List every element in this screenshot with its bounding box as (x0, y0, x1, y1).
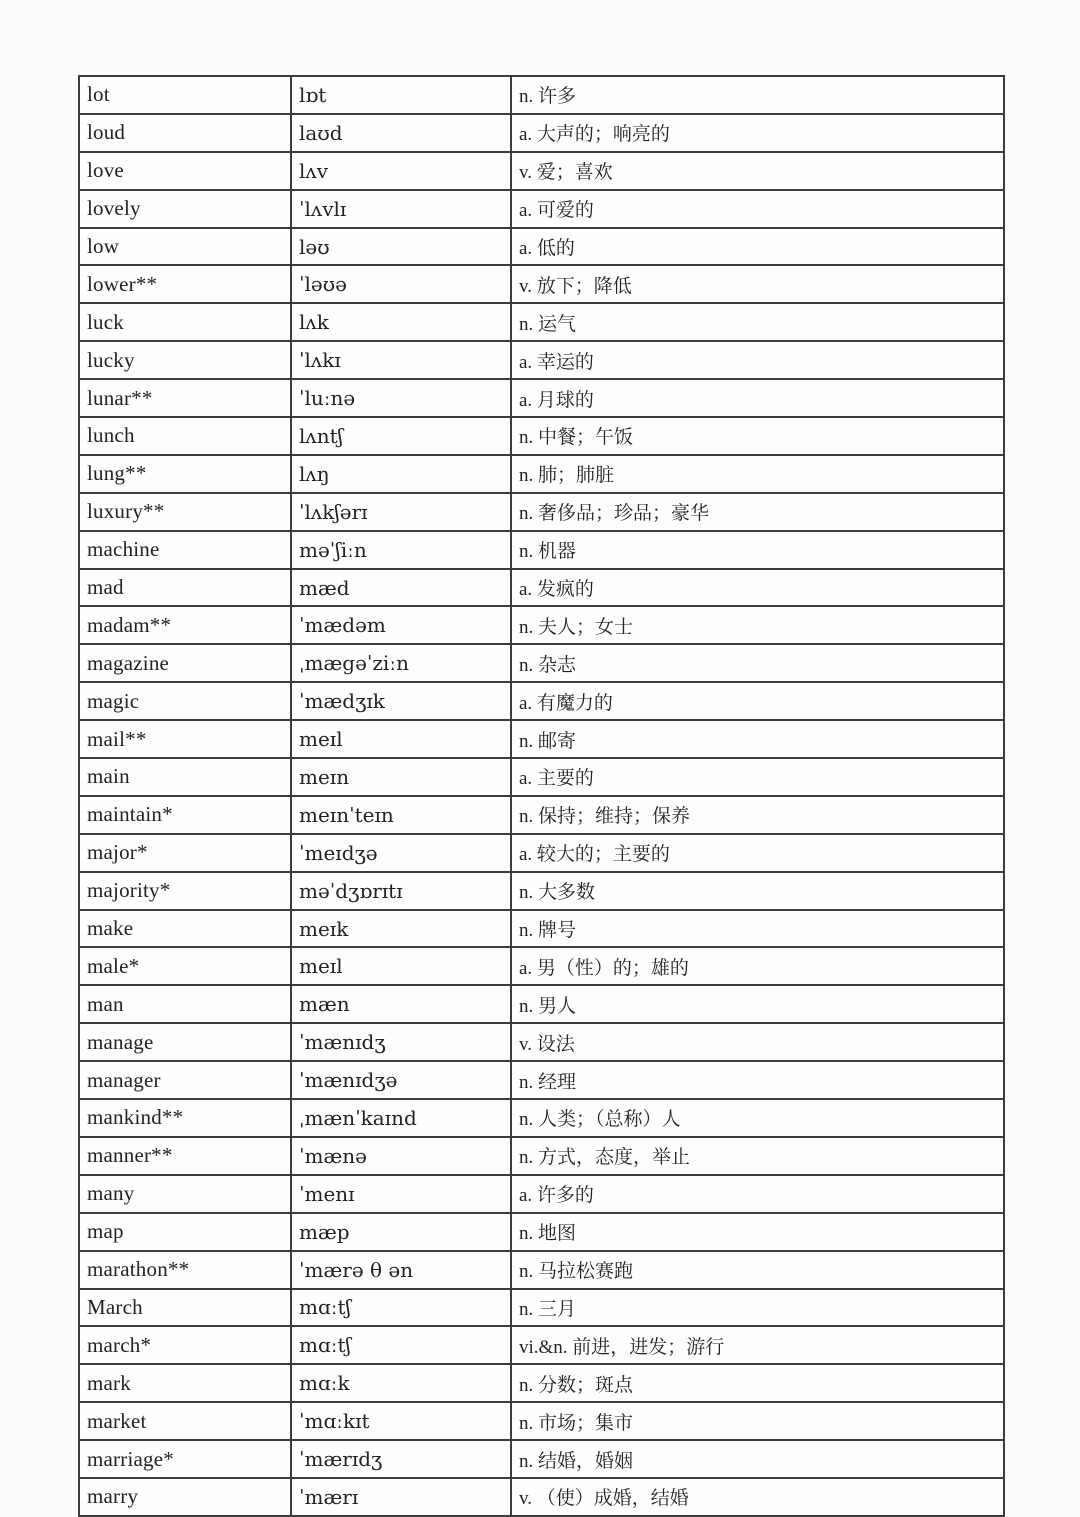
definition-cell: n. 许多 (511, 76, 1004, 114)
word-cell: make (79, 910, 291, 948)
table-row (79, 834, 1004, 872)
table-row (79, 303, 1004, 341)
word-cell: lovely (79, 190, 291, 228)
definition-cell: n. 方式，态度，举止 (511, 1137, 1004, 1175)
phonetic-cell: ˈmænɪdʒə (291, 1061, 511, 1099)
phonetic-cell: meɪn (291, 758, 511, 796)
phonetic-cell: ˈluːnə (291, 379, 511, 417)
definition-cell: n. 三月 (511, 1289, 1004, 1327)
definition-cell: n. 奢侈品；珍品；豪华 (511, 493, 1004, 531)
table-row (79, 379, 1004, 417)
table-row (79, 1099, 1004, 1137)
table-row (79, 341, 1004, 379)
table-row (79, 1023, 1004, 1061)
definition-cell: v. （使）成婚，结婚 (511, 1478, 1004, 1516)
table-row (79, 1175, 1004, 1213)
definition-cell: n. 地图 (511, 1213, 1004, 1251)
phonetic-cell: ˈmædəm (291, 606, 511, 644)
table-row (79, 531, 1004, 569)
vocabulary-table (78, 75, 1005, 1517)
definition-cell: a. 有魔力的 (511, 682, 1004, 720)
word-cell: marry (79, 1478, 291, 1516)
phonetic-cell: meɪl (291, 947, 511, 985)
table-row (79, 1137, 1004, 1175)
word-cell: mankind** (79, 1099, 291, 1137)
word-cell: luck (79, 303, 291, 341)
phonetic-cell: məˈʃiːn (291, 531, 511, 569)
table-row (79, 644, 1004, 682)
table-row (79, 265, 1004, 303)
phonetic-cell: ˈmænə (291, 1137, 511, 1175)
phonetic-cell: lʌv (291, 152, 511, 190)
table-row (79, 190, 1004, 228)
word-cell: madam** (79, 606, 291, 644)
table-row (79, 720, 1004, 758)
definition-cell: n. 经理 (511, 1061, 1004, 1099)
table-row (79, 1478, 1004, 1516)
definition-cell: a. 许多的 (511, 1175, 1004, 1213)
phonetic-cell: ˈmenɪ (291, 1175, 511, 1213)
phonetic-cell: ˈmædʒɪk (291, 682, 511, 720)
table-row (79, 682, 1004, 720)
word-cell: magic (79, 682, 291, 720)
definition-cell: v. 设法 (511, 1023, 1004, 1061)
word-cell: main (79, 758, 291, 796)
word-cell: lung** (79, 455, 291, 493)
phonetic-cell: mɑːtʃ (291, 1289, 511, 1327)
phonetic-cell: ˈmærə θ ən (291, 1251, 511, 1289)
table-row (79, 985, 1004, 1023)
word-cell: mark (79, 1364, 291, 1402)
phonetic-cell: ˌmænˈkaɪnd (291, 1099, 511, 1137)
table-row (79, 1440, 1004, 1478)
word-cell: manage (79, 1023, 291, 1061)
table-row (79, 1326, 1004, 1364)
definition-cell: n. 市场；集市 (511, 1402, 1004, 1440)
word-cell: lunar** (79, 379, 291, 417)
phonetic-cell: ˈmærɪ (291, 1478, 511, 1516)
definition-cell: a. 幸运的 (511, 341, 1004, 379)
table-row (79, 1213, 1004, 1251)
word-cell: loud (79, 114, 291, 152)
word-cell: lucky (79, 341, 291, 379)
table-row (79, 1402, 1004, 1440)
definition-cell: n. 肺；肺脏 (511, 455, 1004, 493)
word-cell: love (79, 152, 291, 190)
definition-cell: n. 分数；斑点 (511, 1364, 1004, 1402)
word-cell: marathon** (79, 1251, 291, 1289)
table-row (79, 758, 1004, 796)
table-row (79, 569, 1004, 607)
table-row (79, 872, 1004, 910)
definition-cell: n. 杂志 (511, 644, 1004, 682)
word-cell: magazine (79, 644, 291, 682)
phonetic-cell: ˈmɑːkɪt (291, 1402, 511, 1440)
definition-cell: a. 主要的 (511, 758, 1004, 796)
phonetic-cell: lʌŋ (291, 455, 511, 493)
definition-cell: a. 发疯的 (511, 569, 1004, 607)
phonetic-cell: ˈmænɪdʒ (291, 1023, 511, 1061)
phonetic-cell: məˈdʒɒrɪtɪ (291, 872, 511, 910)
phonetic-cell: meɪnˈteɪn (291, 796, 511, 834)
definition-cell: n. 中餐；午饭 (511, 417, 1004, 455)
definition-cell: v. 爱；喜欢 (511, 152, 1004, 190)
table-row (79, 152, 1004, 190)
phonetic-cell: mɑːtʃ (291, 1326, 511, 1364)
phonetic-cell: laʊd (291, 114, 511, 152)
table-row (79, 228, 1004, 266)
table-row (79, 606, 1004, 644)
phonetic-cell: ˈlʌkɪ (291, 341, 511, 379)
definition-cell: a. 大声的；响亮的 (511, 114, 1004, 152)
word-cell: market (79, 1402, 291, 1440)
definition-cell: v. 放下；降低 (511, 265, 1004, 303)
definition-cell: n. 运气 (511, 303, 1004, 341)
word-cell: map (79, 1213, 291, 1251)
definition-cell: a. 较大的；主要的 (511, 834, 1004, 872)
word-cell: mail** (79, 720, 291, 758)
word-cell: many (79, 1175, 291, 1213)
word-cell: maintain* (79, 796, 291, 834)
phonetic-cell: ˈləʊə (291, 265, 511, 303)
phonetic-cell: ˌmægəˈziːn (291, 644, 511, 682)
phonetic-cell: ˈmeɪdʒə (291, 834, 511, 872)
word-cell: luxury** (79, 493, 291, 531)
phonetic-cell: meɪl (291, 720, 511, 758)
table-row (79, 417, 1004, 455)
word-cell: low (79, 228, 291, 266)
phonetic-cell: ˈlʌkʃərɪ (291, 493, 511, 531)
definition-cell: a. 男（性）的；雄的 (511, 947, 1004, 985)
table-row (79, 1289, 1004, 1327)
definition-cell: vi.&n. 前进，进发；游行 (511, 1326, 1004, 1364)
word-cell: man (79, 985, 291, 1023)
table-row (79, 1061, 1004, 1099)
definition-cell: a. 低的 (511, 228, 1004, 266)
definition-cell: n. 邮寄 (511, 720, 1004, 758)
definition-cell: n. 男人 (511, 985, 1004, 1023)
table-row (79, 947, 1004, 985)
table-row (79, 796, 1004, 834)
word-cell: march* (79, 1326, 291, 1364)
word-cell: manner** (79, 1137, 291, 1175)
word-cell: marriage* (79, 1440, 291, 1478)
table-row (79, 910, 1004, 948)
word-cell: major* (79, 834, 291, 872)
vocabulary-table-body (79, 76, 1004, 1516)
phonetic-cell: lɒt (291, 76, 511, 114)
definition-cell: n. 夫人；女士 (511, 606, 1004, 644)
word-cell: lunch (79, 417, 291, 455)
definition-cell: n. 人类；（总称）人 (511, 1099, 1004, 1137)
table-row (79, 455, 1004, 493)
definition-cell: n. 保持；维持；保养 (511, 796, 1004, 834)
phonetic-cell: ˈlʌvlɪ (291, 190, 511, 228)
phonetic-cell: ˈmærɪdʒ (291, 1440, 511, 1478)
phonetic-cell: lʌntʃ (291, 417, 511, 455)
phonetic-cell: mæd (291, 569, 511, 607)
word-cell: lot (79, 76, 291, 114)
word-cell: lower** (79, 265, 291, 303)
definition-cell: n. 马拉松赛跑 (511, 1251, 1004, 1289)
word-cell: male* (79, 947, 291, 985)
word-cell: mad (79, 569, 291, 607)
phonetic-cell: mɑːk (291, 1364, 511, 1402)
phonetic-cell: mæp (291, 1213, 511, 1251)
definition-cell: n. 结婚，婚姻 (511, 1440, 1004, 1478)
definition-cell: a. 可爱的 (511, 190, 1004, 228)
word-cell: majority* (79, 872, 291, 910)
word-cell: machine (79, 531, 291, 569)
definition-cell: n. 大多数 (511, 872, 1004, 910)
table-row (79, 114, 1004, 152)
phonetic-cell: meɪk (291, 910, 511, 948)
table-row (79, 1364, 1004, 1402)
word-cell: March (79, 1289, 291, 1327)
phonetic-cell: lʌk (291, 303, 511, 341)
word-cell: manager (79, 1061, 291, 1099)
phonetic-cell: ləʊ (291, 228, 511, 266)
table-row (79, 493, 1004, 531)
definition-cell: n. 机器 (511, 531, 1004, 569)
definition-cell: a. 月球的 (511, 379, 1004, 417)
table-row (79, 1251, 1004, 1289)
table-row (79, 76, 1004, 114)
definition-cell: n. 牌号 (511, 910, 1004, 948)
phonetic-cell: mæn (291, 985, 511, 1023)
